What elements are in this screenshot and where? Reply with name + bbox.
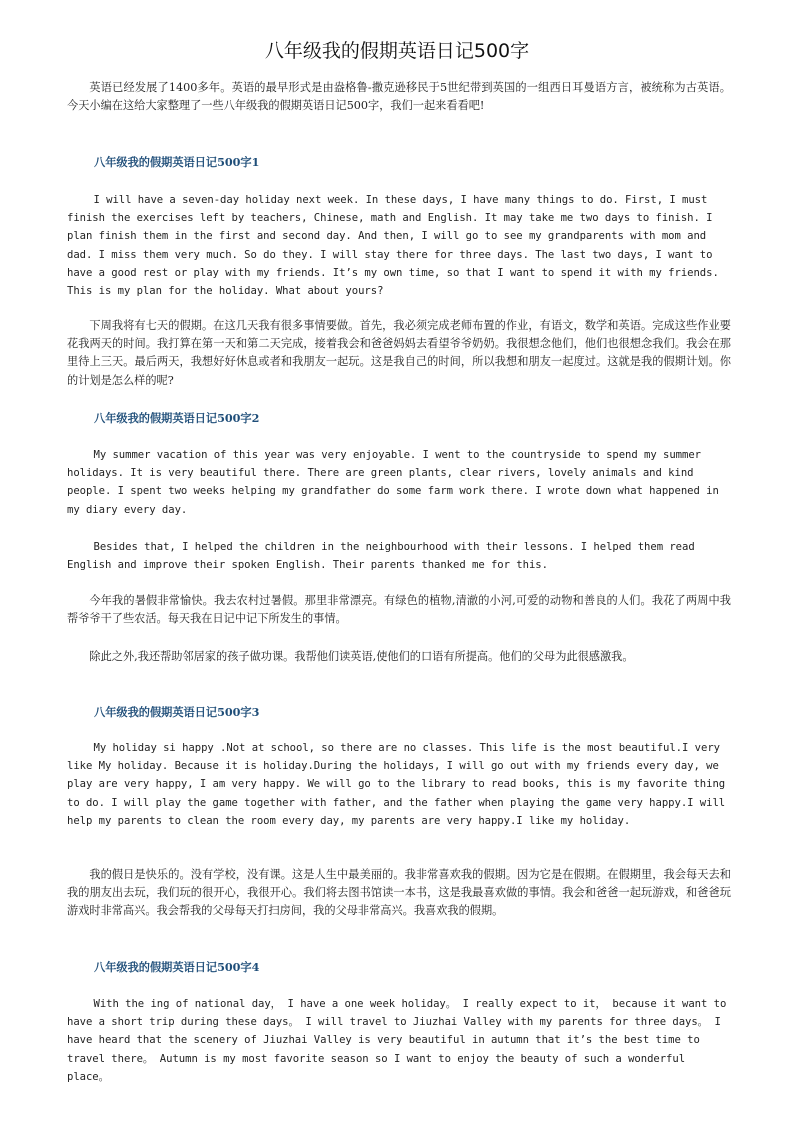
section-heading: 八年级我的假期英语日记500字4 [94, 960, 260, 974]
section-3-heading-block [67, 703, 731, 721]
intro-block [67, 79, 731, 115]
section-1-paragraph-1 [67, 191, 731, 300]
section-4-heading-block [67, 958, 731, 976]
paragraph: 今年我的暑假非常愉快。我去农村过暑假。那里非常漂亮。有绿色的植物,清澈的小河,可爱的动物和善良的人们。我花了两周中我帮爷爷干了些农活。每天我在日记中记下所发生的事情。 [67, 594, 731, 626]
intro-paragraph: 英语已经发展了1400多年。英语的最早形式是由盎格鲁-撒克逊移民于5世纪带到英国的一组西日耳曼语方言，被统称为古英语。今天小编在这给大家整理了一些八年级我的假期英语日记500字，我们一起来看看吧! [67, 81, 731, 113]
paragraph: 除此之外,我还帮助邻居家的孩子做功课。我帮他们读英语,使他们的口语有所提高。他们的父母为此很感激我。 [89, 650, 634, 663]
section-2-paragraph-1 [67, 446, 731, 519]
paragraph: 我的假日是快乐的。没有学校，没有课。这是人生中最美丽的。我非常喜欢我的假期。因为它是在假期。在假期里，我会每天去和我的朋友出去玩，我们玩的很开心，我很开心。我们将去图书馆读一本书，这是我最喜欢做的事情。我会和爸爸一起玩游戏，和爸爸玩游戏时非常高兴。我会帮我的父母每天打扫房间，我的父母非常高兴。我喜欢我的假期。 [67, 868, 731, 918]
section-1-paragraph-2 [67, 317, 731, 390]
paragraph: My holiday si happy .Not at school, so there are no classes. This life is the most beautiful.I very like My holiday. Because it is holiday.During the holidays, I will go out with my friends every day, we play are very happy, I am very happy. We will go to the library to read books, this is my favorite thing to do. I will play the game together with father, and the father when playing the game very happy.I will help my parents to clean the room every day, my parents are very happy.I like my holiday. [67, 742, 726, 827]
paragraph: Besides that, I helped the children in the neighbourhood with their lessons. I helped them read English and improve their spoken English. Their parents thanked me for this. [67, 541, 695, 572]
section-2-heading-block [67, 409, 731, 427]
section-1-heading-block [67, 153, 731, 171]
paragraph: I will have a seven-day holiday next week. In these days, I have many things to do. First, I must finish the exercises left by teachers, Chinese, math and English. It may take me two days to finish. I plan finish them in the first and second day. And then, I will go to see my grandparents with mom and dad. I miss them very much. So do they. I will stay there for three days. The last two days, I want to have a good rest or play with my friends. It’s my own time, so that I want to spend it with my friends. This is my plan for the holiday. What about yours? [67, 194, 719, 298]
section-3-paragraph-1 [67, 739, 731, 830]
section-3-paragraph-2 [67, 866, 731, 921]
paragraph: 下周我将有七天的假期。在这几天我有很多事情要做。首先，我必须完成老师布置的作业，有语文，数学和英语。完成这些作业要花我两天的时间。我打算在第一天和第二天完成，接着我会和爸爸妈妈去看望爷爷奶奶。我很想念他们，他们也很想念我们。我会在那里待上三天。最后两天，我想好好休息或者和我朋友一起玩。这是我自己的时间，所以我想和朋友一起度过。这就是我的假期计划。你的计划是怎么样的呢? [67, 319, 731, 387]
paragraph: My summer vacation of this year was very enjoyable. I went to the countryside to spend my summer holidays. It is very beautiful there. There are green plants, clear rivers, lovely animals and kind people. I spent two weeks helping my grandfather do some farm work there. I wrote down what happened in my diary every day. [67, 449, 719, 516]
section-heading: 八年级我的假期英语日记500字2 [94, 411, 260, 425]
paragraph: With the ing of national day， I have a one week holiday。 I really expect to it， because it want to have a short trip during these days。 I will travel to Jiuzhai Valley with my parents for three days。 I have heard that the scenery of Jiuzhai Valley is very beautiful in autumn that it’s the best time to travel there。 Autumn is my most favorite season so I want to enjoy the beauty of such a wonderful place。 [67, 998, 727, 1083]
section-heading: 八年级我的假期英语日记500字3 [94, 705, 260, 719]
section-2-paragraph-3 [67, 592, 731, 628]
section-2-paragraph-2 [67, 538, 731, 574]
page-title: 八年级我的假期英语日记500字 [264, 40, 530, 62]
section-4-paragraph-1 [67, 995, 731, 1086]
section-heading: 八年级我的假期英语日记500字1 [94, 155, 260, 169]
section-2-paragraph-4 [67, 648, 731, 666]
